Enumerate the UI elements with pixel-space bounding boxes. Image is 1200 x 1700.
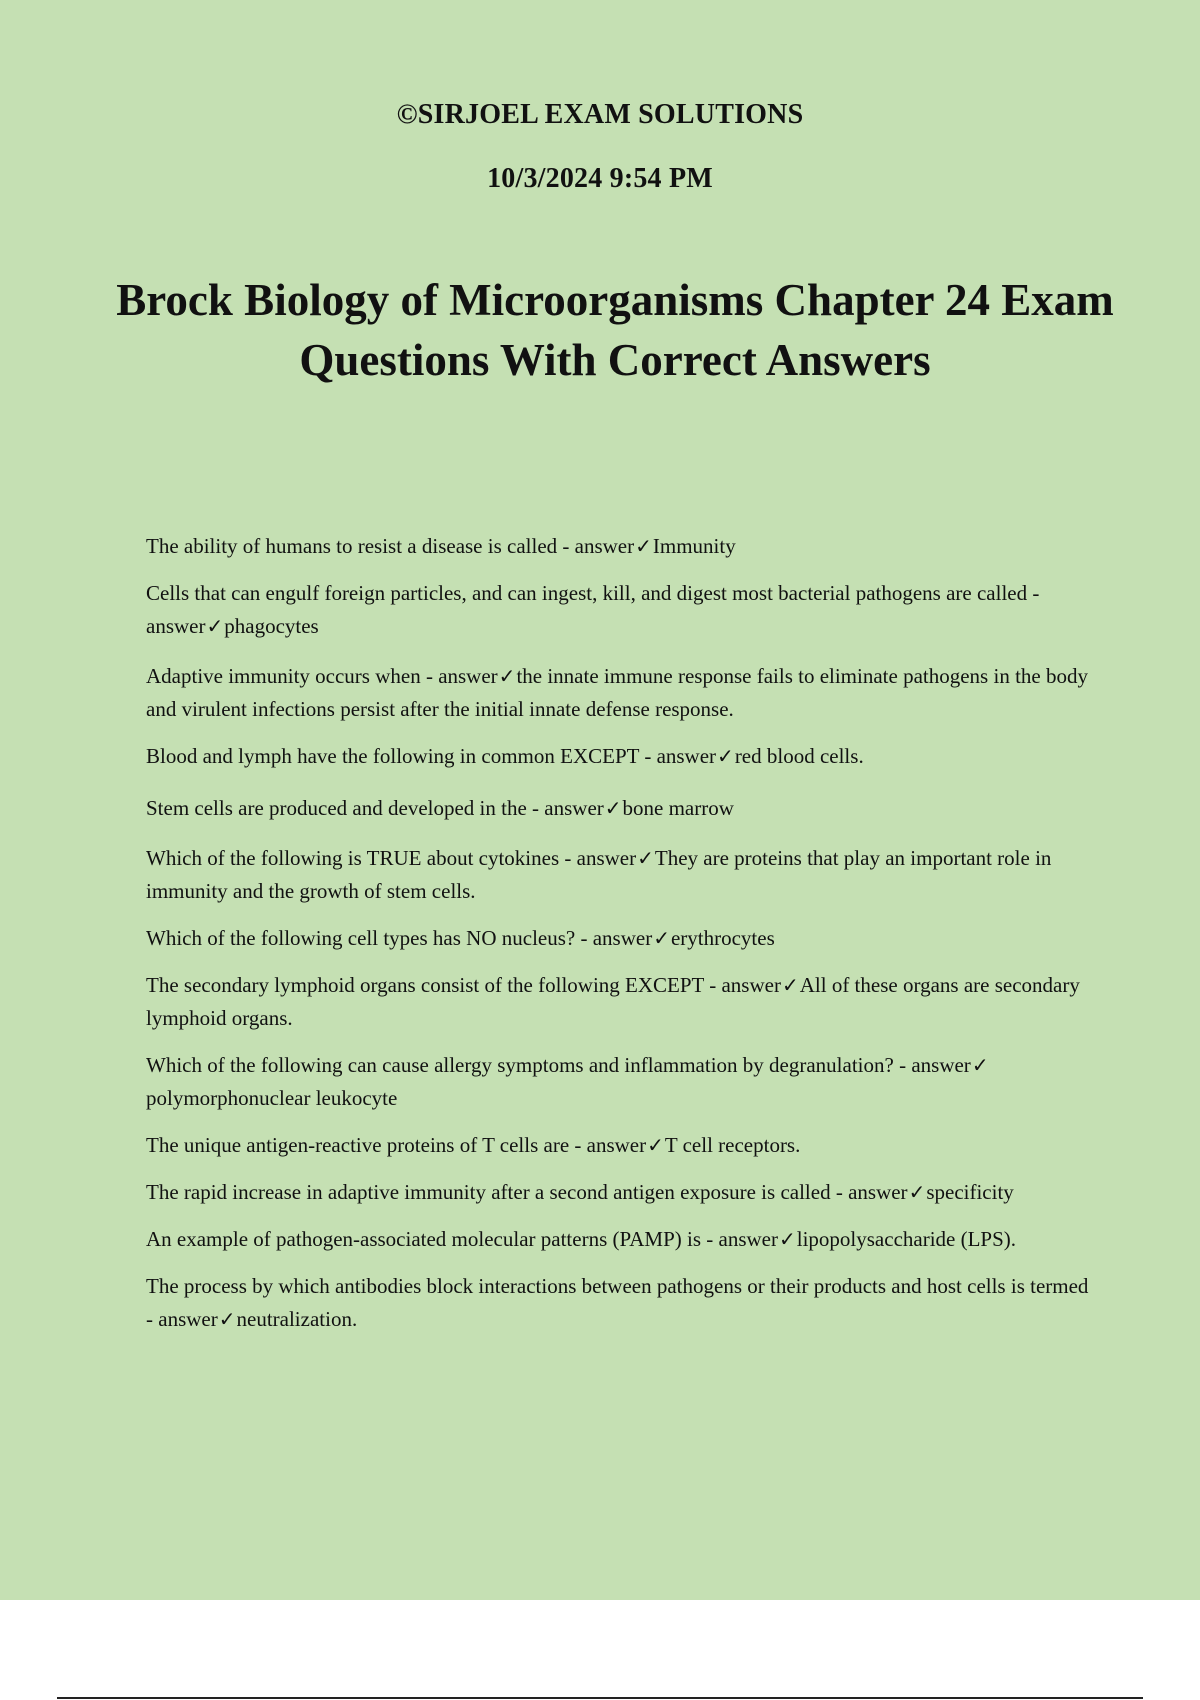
- check-icon: ✓: [653, 926, 670, 950]
- answer-prefix: answer: [574, 534, 635, 558]
- question-text: Which of the following cell types has NO nucleus? -: [146, 926, 588, 950]
- check-icon: ✓: [971, 1053, 989, 1077]
- qa-item: [146, 969, 1096, 1035]
- answer-text: erythrocytes: [670, 926, 775, 950]
- answer-prefix: answer: [544, 796, 604, 820]
- brand-header: ©SIRJOEL EXAM SOLUTIONS: [396, 99, 804, 130]
- question-text: Adaptive immunity occurs when -: [146, 664, 433, 688]
- document-title: Brock Biology of Microorganisms Chapter 24 Exam Questions With Correct Answers: [116, 275, 1114, 385]
- answer-prefix: answer: [848, 1180, 908, 1204]
- answer-text: Immunity: [652, 534, 736, 558]
- check-icon: ✓: [206, 614, 224, 638]
- answer-prefix: answer: [158, 1307, 218, 1331]
- check-icon: ✓: [717, 744, 734, 768]
- check-icon: ✓: [604, 796, 622, 820]
- answer-text: They are proteins that play an important role in immunity and the growth of stem cells.: [146, 846, 1052, 903]
- answer-text: neutralization.: [236, 1307, 358, 1331]
- qa-item: [146, 1129, 1096, 1162]
- question-text: Which of the following can cause allergy symptoms and inflammation by degranulation? -: [146, 1053, 907, 1077]
- question-text: The process by which antibodies block interactions between pathogens or their products and host cells is termed -: [146, 1274, 1089, 1331]
- qa-item: [146, 1176, 1096, 1209]
- question-text: The secondary lymphoid organs consist of the following EXCEPT -: [146, 973, 717, 997]
- check-icon: ✓: [218, 1307, 236, 1331]
- qa-item: [146, 660, 1096, 726]
- answer-prefix: answer: [592, 926, 653, 950]
- footer-divider: [57, 1697, 1143, 1699]
- answer-text: specificity: [926, 1180, 1014, 1204]
- check-icon: ✓: [635, 534, 652, 558]
- answer-text: the innate immune response fails to eliminate pathogens in the body and virulent infections persist after the initial innate defense response.: [146, 664, 1088, 721]
- answer-text: bone marrow: [622, 796, 734, 820]
- check-icon: ✓: [781, 973, 799, 997]
- answer-text: polymorphonuclear leukocyte: [146, 1086, 398, 1110]
- question-text: Which of the following is TRUE about cytokines -: [146, 846, 572, 870]
- check-icon: ✓: [908, 1180, 926, 1204]
- check-icon: ✓: [778, 1227, 796, 1251]
- qa-item: [146, 577, 1096, 643]
- datetime-header: 10/3/2024 9:54 PM: [487, 163, 713, 194]
- answer-text: All of these organs are secondary lymphoid organs.: [146, 973, 1080, 1030]
- qa-item: [146, 740, 1096, 773]
- answer-text: lipopolysaccharide (LPS).: [796, 1227, 1017, 1251]
- answer-prefix: answer: [911, 1053, 971, 1077]
- check-icon: ✓: [637, 846, 654, 870]
- qa-item: [146, 1049, 1096, 1115]
- qa-item: [146, 842, 1096, 908]
- qa-item: [146, 1223, 1096, 1256]
- check-icon: ✓: [498, 664, 516, 688]
- answer-text: red blood cells.: [734, 744, 864, 768]
- answer-prefix: answer: [721, 973, 781, 997]
- answer-prefix: answer: [718, 1227, 778, 1251]
- qa-item: [146, 922, 1096, 955]
- question-text: An example of pathogen-associated molecular patterns (PAMP) is -: [146, 1227, 714, 1251]
- question-text: Blood and lymph have the following in common EXCEPT -: [146, 744, 652, 768]
- question-text: The rapid increase in adaptive immunity after a second antigen exposure is called -: [146, 1180, 843, 1204]
- qa-item: [146, 792, 1096, 825]
- question-text: The unique antigen-reactive proteins of T cells are -: [146, 1133, 582, 1157]
- answer-prefix: answer: [146, 614, 206, 638]
- qa-list: [146, 530, 1096, 1350]
- qa-item: [146, 530, 1096, 563]
- qa-item: [146, 1270, 1096, 1336]
- answer-text: phagocytes: [224, 614, 319, 638]
- question-text: Cells that can engulf foreign particles, and can ingest, kill, and digest most bacterial pathogens are called -: [146, 581, 1040, 605]
- answer-prefix: answer: [586, 1133, 647, 1157]
- question-text: Stem cells are produced and developed in the -: [146, 796, 540, 820]
- answer-prefix: answer: [656, 744, 717, 768]
- answer-prefix: answer: [438, 664, 498, 688]
- check-icon: ✓: [647, 1133, 664, 1157]
- answer-text: T cell receptors.: [664, 1133, 801, 1157]
- answer-prefix: answer: [576, 846, 637, 870]
- question-text: The ability of humans to resist a disease is called -: [146, 534, 570, 558]
